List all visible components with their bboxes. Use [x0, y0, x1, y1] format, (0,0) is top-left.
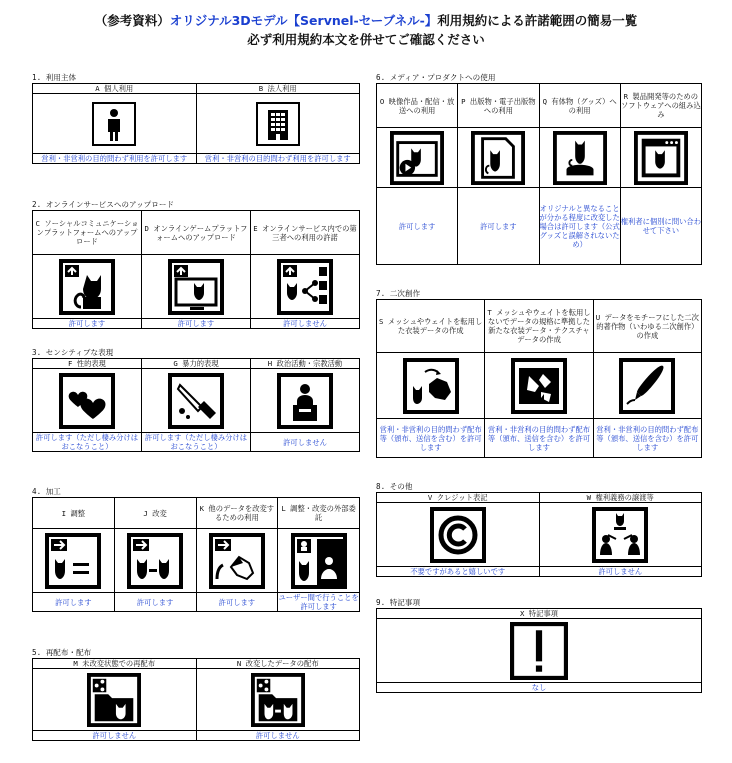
item-result: 営利・非営利の目的問わず利用を許可します: [196, 154, 360, 164]
item-result: 権利者に個別に問い合わせて下さい: [620, 188, 701, 265]
pen-icon: [619, 358, 675, 414]
permission-table: [376, 608, 702, 693]
page-subtitle: 必ず利用規約本文を併せてご確認ください: [247, 32, 485, 47]
item-result: オリジナルと異なることが分かる程度に改変した場合は許可します（公式グッズと誤解されないため）: [539, 188, 620, 265]
item-head: B 法人利用: [196, 84, 360, 94]
hearts-icon: [59, 373, 115, 429]
video-icon: [390, 131, 444, 185]
item-head: N 改変したデータの配布: [196, 659, 360, 669]
speaker-podium-icon: [277, 373, 333, 429]
item-result: 営利・非営利の目的問わず配布等（頒布、送信を含む）を許可します: [377, 419, 485, 458]
exclamation-icon: [510, 622, 568, 680]
share-folder-modified-icon: [251, 673, 305, 727]
item-result: 許可します: [142, 319, 251, 329]
item-head: R 製品開発等のためのソフトウェアへの組み込み: [620, 84, 701, 128]
document-icon: [471, 131, 525, 185]
item-head: P 出版物・電子出版物への利用: [458, 84, 539, 128]
permission-table: [376, 83, 702, 265]
item-result: 許可します: [33, 593, 115, 612]
share-folder-icon: [87, 673, 141, 727]
item-head: K 他のデータを改変するための利用: [196, 498, 278, 529]
figure-icon: [553, 131, 607, 185]
item-result: 許可します: [114, 593, 196, 612]
item-head: X 特記事項: [377, 609, 702, 619]
permission-table: [376, 299, 702, 458]
item-head: Q 有体物（グッズ）への利用: [539, 84, 620, 128]
transfer-icon: [592, 507, 648, 563]
section-label: 4. 加工: [32, 487, 61, 496]
item-result: 許可します: [33, 319, 142, 329]
item-head: O 映像作品・配信・放送への利用: [377, 84, 458, 128]
item-head: E オンラインサービス内での第三者への利用の許諾: [251, 211, 360, 255]
section-online-upload: [32, 199, 360, 329]
modify-icon: [127, 533, 183, 589]
section-derivative-works: [376, 288, 702, 458]
item-result: 許可します（ただし棲み分けはおこなうこと）: [142, 433, 251, 452]
permission-table: [32, 658, 360, 741]
permission-table: [32, 83, 360, 164]
section-label: 1. 利用主体: [32, 73, 77, 82]
item-head: F 性的表現: [33, 359, 142, 369]
permission-table: [32, 497, 360, 612]
section-label: 7. 二次創作: [376, 289, 421, 298]
building-icon: [256, 102, 300, 146]
item-result: 許可しません: [196, 731, 360, 741]
section-redistribution: [32, 647, 360, 741]
item-head: C ソーシャルコミュニケーションプラットフォームへのアップロード: [33, 211, 142, 255]
page-title: [0, 12, 732, 29]
section-other: [376, 481, 702, 577]
upload-monitor-icon: [168, 259, 224, 315]
section-label: 2. オンラインサービスへのアップロード: [32, 200, 175, 209]
outsource-icon: [291, 533, 347, 589]
item-head: T メッシュやウェイトを転用しないでデータの規格に準拠した新たな衣装データ・テクスチャデータの作成: [485, 300, 593, 353]
section-label: 5. 再配布・配布: [32, 648, 92, 657]
section-processing: [32, 486, 360, 612]
item-result: 営利・非営利の目的問わず配布等（頒布、送信を含む）を許可します: [593, 419, 701, 458]
new-data-icon: [511, 358, 567, 414]
item-result: 許可しません: [33, 731, 197, 741]
item-result: なし: [377, 683, 702, 693]
item-head: G 暴力的表現: [142, 359, 251, 369]
section-special-notes: [376, 597, 702, 693]
use-for-other-icon: [209, 533, 265, 589]
title-prefix: （参考資料）: [94, 13, 170, 28]
item-head: A 個人利用: [33, 84, 197, 94]
item-head: M 未改変状態での再配布: [33, 659, 197, 669]
item-result: 許可しません: [251, 319, 360, 329]
section-sensitive-expression: [32, 347, 360, 452]
section-label: 3. センシティブな表現: [32, 348, 114, 357]
person-icon: [92, 102, 136, 146]
item-result: 許可します: [377, 188, 458, 265]
item-result: 営利・非営利の目的問わず配布等（頒布、送信を含む）を許可します: [485, 419, 593, 458]
knife-icon: [168, 373, 224, 429]
item-result: 不要ですがあると嬉しいです: [377, 567, 540, 577]
item-result: ユーザー間で行うことを許可します: [278, 593, 359, 611]
item-head: U データをモチーフにした二次的著作物（いわゆる二次創作）の作成: [593, 300, 701, 353]
permission-table: [32, 210, 360, 329]
section-label: 6. メディア・プロダクトへの使用: [376, 73, 496, 82]
adjust-icon: [45, 533, 101, 589]
software-icon: [634, 131, 688, 185]
item-result: 許可しません: [251, 433, 360, 452]
upload-cat-icon: [59, 259, 115, 315]
section-usage-subject: [32, 72, 360, 164]
permission-table: [376, 492, 702, 577]
item-head: H 政治活動・宗教活動: [251, 359, 360, 369]
item-result: 許可します: [196, 593, 278, 612]
permission-table: [32, 358, 360, 452]
item-result: 許可します: [458, 188, 539, 265]
item-head: V クレジット表記: [377, 493, 540, 503]
title-suffix: 利用規約による許諾範囲の簡易一覧: [437, 13, 638, 28]
item-result: 許可しません: [539, 567, 702, 577]
copyright-icon: [430, 507, 486, 563]
item-result: 営利・非営利の目的問わず利用を許可します: [33, 154, 197, 164]
item-head: L 調整・改変の外部委託: [278, 498, 360, 529]
item-head: W 権利義務の譲渡等: [539, 493, 702, 503]
item-head: J 改変: [114, 498, 196, 529]
section-label: 9. 特記事項: [376, 598, 421, 607]
item-head: I 調整: [33, 498, 115, 529]
item-result: 許可します（ただし棲み分けはおこなうこと）: [33, 433, 142, 452]
upload-share-icon: [277, 259, 333, 315]
section-label: 8. その他: [376, 482, 413, 491]
costume-icon: [403, 358, 459, 414]
item-head: S メッシュやウェイトを転用した衣装データの作成: [377, 300, 485, 353]
item-head: D オンラインゲームプラットフォームへのアップロード: [142, 211, 251, 255]
section-media-product: [376, 72, 702, 265]
title-model-name: オリジナル3Dモデル【Servnel-セーブネル-】: [169, 13, 438, 28]
